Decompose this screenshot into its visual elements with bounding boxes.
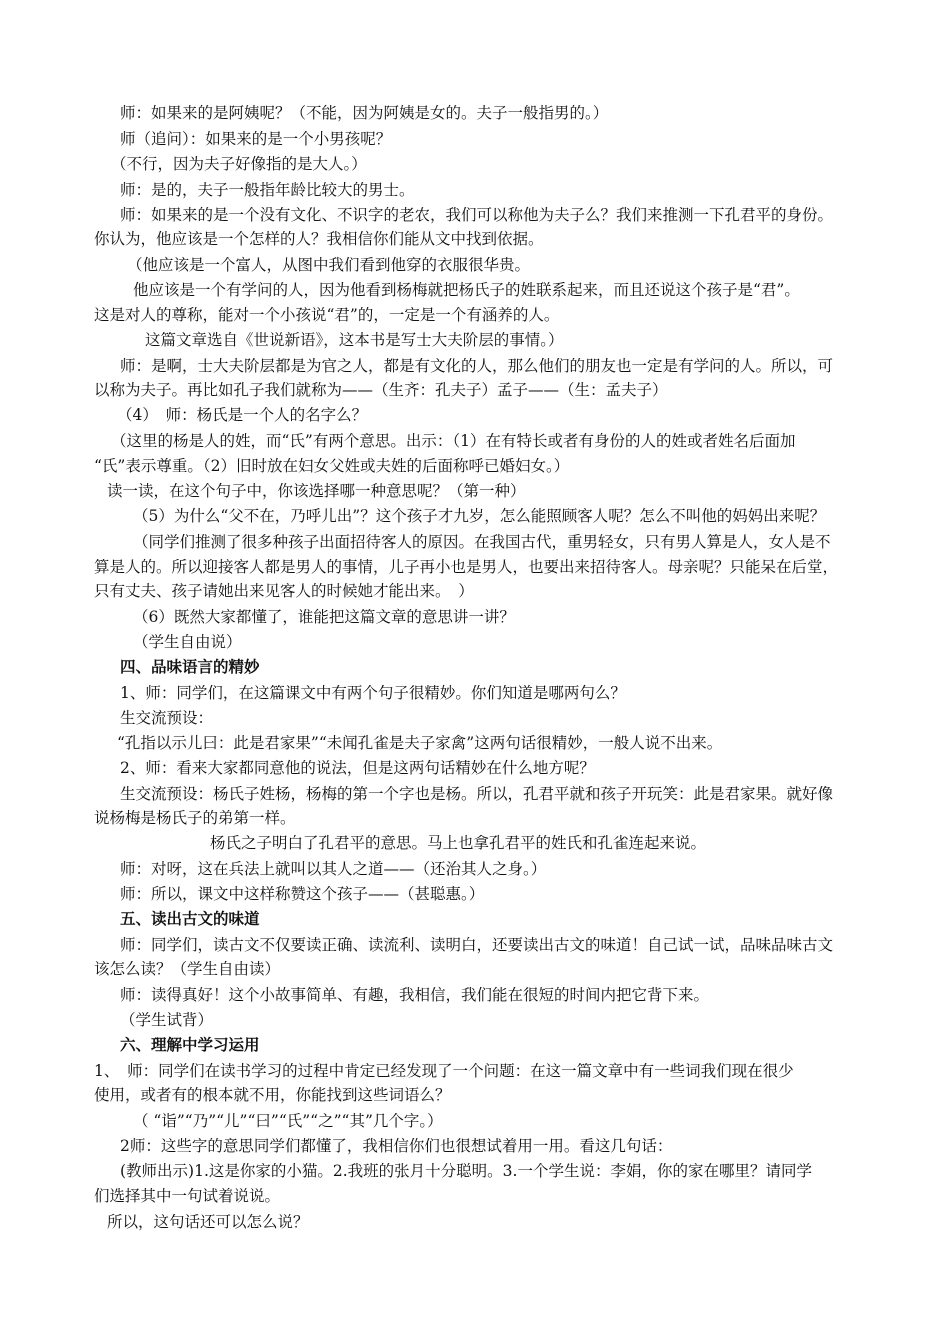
text-line: 2、师：看来大家都同意他的说法，但是这两句话精妙在什么地方呢？	[120, 759, 595, 777]
text-line: （他应该是一个富人，从图中我们看到他穿的衣服很华贵。	[127, 256, 531, 274]
text-line: 只有丈夫、孩子请她出来见客人的时候她才能出来。 ）	[94, 582, 474, 600]
section-heading-5: 五、读出古文的味道	[120, 910, 260, 928]
text-line: “氏”表示尊重。（2）旧时放在妇女父姓或夫姓的后面称呼已婚妇女。）	[94, 457, 570, 475]
text-line: 生交流预设：	[120, 709, 214, 727]
text-line: 师：同学们，读古文不仅要读正确、读流利、读明白，还要读出古文的味道！自己试一试，品味品味古文	[120, 936, 834, 954]
text-line: 1、 师：同学们在读书学习的过程中肯定已经发现了一个问题：在这一篇文章中有一些词我们现在很少	[94, 1062, 794, 1080]
text-line: 说杨梅是杨氏子的弟第一样。	[94, 809, 296, 827]
text-line: 杨氏之子明白了孔君平的意思。马上也拿孔君平的姓氏和孔雀连起来说。	[210, 834, 707, 852]
text-line: 算是人的。所以迎接客人都是男人的事情，儿子再小也是男人，也要出来招待客人。母亲呢？只能呆在后堂，	[94, 558, 839, 576]
text-line: 2师：这些字的意思同学们都懂了，我相信你们也很想试着用一用。看这几句话：	[120, 1137, 673, 1155]
section-heading-6: 六、理解中学习运用	[120, 1036, 260, 1054]
text-line: “孔指以示儿曰：此是君家果”“未闻孔雀是夫子家禽”这两句话很精妙，一般人说不出来。	[117, 734, 723, 752]
text-line: (教师出示)1.这是你家的小猫。2.我班的张月十分聪明。3.一个学生说：李娟，你的家在哪里？请同学	[120, 1162, 812, 1180]
text-line: （6）既然大家都懂了，谁能把这篇文章的意思讲一讲？	[133, 608, 515, 626]
text-line: （学生试背）	[120, 1011, 214, 1029]
section-heading-4: 四、品味语言的精妙	[120, 658, 260, 676]
text-line: 这篇文章选自《世说新语》，这本书是写士大夫阶层的事情。）	[145, 331, 564, 349]
text-line: （同学们推测了很多种孩子出面招待客人的原因。在我国古代，重男轻女，只有男人算是人，女人是不	[133, 533, 831, 551]
text-line: （这里的杨是人的姓，而“氏”有两个意思。出示：（1）在有特长或者有身份的人的姓或者姓名后面加	[111, 432, 796, 450]
text-line: 以称为夫子。再比如孔子我们就称为——（生齐：孔夫子）孟子——（生：孟夫子）	[94, 381, 668, 399]
text-line: 读一读，在这个句子中，你该选择哪一种意思呢？（第一种）	[107, 482, 526, 500]
text-line: 师（追问）：如果来的是一个小男孩呢？	[120, 130, 392, 148]
text-line: 使用，或者有的根本就不用，你能找到这些词语么？	[94, 1086, 451, 1104]
text-line: 所以，这句话还可以怎么说？	[107, 1213, 309, 1231]
text-line: 们选择其中一句试着说说。	[94, 1187, 281, 1205]
text-line: 师：读得真好！这个小故事简单、有趣，我相信，我们能在很短的时间内把它背下来。	[120, 986, 710, 1004]
text-line: （学生自由说）	[133, 633, 242, 651]
text-line: 你认为，他应该是一个怎样的人？我相信你们能从文中找到依据。	[94, 230, 544, 248]
text-line: 师：对呀，这在兵法上就叫以其人之道——（还治其人之身。）	[120, 860, 547, 878]
text-line: （不行，因为夫子好像指的是大人。）	[111, 155, 367, 173]
text-line: 这是对人的尊称，能对一个小孩说“君”的，一定是一个有涵养的人。	[94, 306, 560, 324]
text-line: （4） 师：杨氏是一个人的名字么？	[117, 406, 368, 424]
text-line: 生交流预设：杨氏子姓杨，杨梅的第一个字也是杨。所以，孔君平就和孩子开玩笑：此是君家果。就好像	[120, 785, 834, 803]
text-line: 师：是啊，士大夫阶层都是为官之人，都是有文化的人，那么他们的朋友也一定是有学问的人。所以，可	[120, 357, 834, 375]
text-line: 师：是的，夫子一般指年龄比较大的男士。	[120, 181, 415, 199]
text-line: （5）为什么“父不在，乃呼儿出”？这个孩子才九岁，怎么能照顾客人呢？怎么不叫他的妈妈出来呢？	[133, 507, 826, 525]
text-line: 该怎么读？（学生自由读）	[94, 960, 281, 978]
text-line: 师：如果来的是阿姨呢？（不能，因为阿姨是女的。夫子一般指男的。）	[120, 104, 609, 122]
text-line: 1、师：同学们，在这篇课文中有两个句子很精妙。你们知道是哪两句么？	[120, 684, 626, 702]
text-line: 师：所以，课文中这样称赞这个孩子——（甚聪惠。）	[120, 885, 485, 903]
text-line: 师：如果来的是一个没有文化、不识字的老农，我们可以称他为夫子么？我们来推测一下孔君平的身份。	[120, 206, 834, 224]
text-line: 他应该是一个有学问的人，因为他看到杨梅就把杨氏子的姓联系起来，而且还说这个孩子是“君”。	[133, 281, 800, 299]
text-line: （ “诣”“乃”“儿”“曰”“氏”“之”“其”几个字。）	[133, 1112, 443, 1130]
